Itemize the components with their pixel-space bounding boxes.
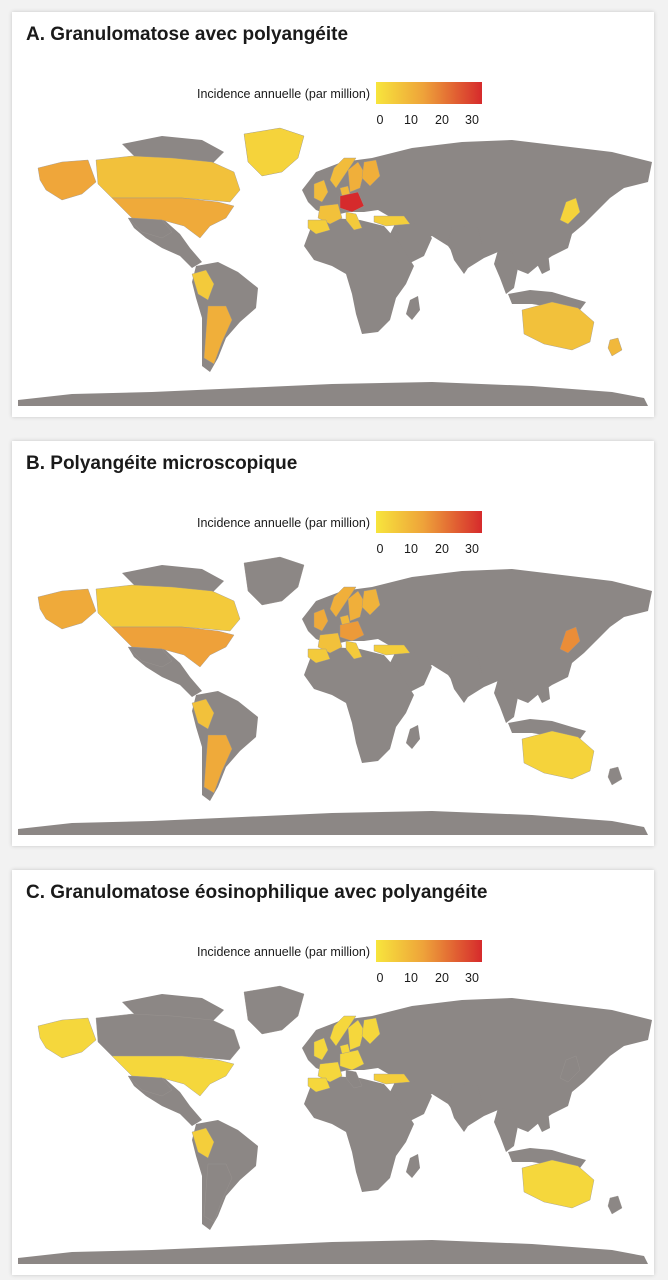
region-turkey xyxy=(374,216,410,226)
legend-tick: 10 xyxy=(404,542,418,556)
world-map xyxy=(12,12,654,417)
legend-tick: 20 xyxy=(435,971,449,985)
region-alaska xyxy=(38,589,96,629)
panel-c xyxy=(12,870,654,1275)
region-greenland xyxy=(244,986,304,1034)
panel-title: B. Polyangéite microscopique xyxy=(26,453,298,474)
legend-label: Incidence annuelle (par million) xyxy=(197,945,371,959)
legend-tick: 10 xyxy=(404,971,418,985)
legend-tick: 30 xyxy=(465,113,479,127)
panel-title: C. Granulomatose éosinophilique avec polyangéite xyxy=(26,882,488,903)
legend-tick: 10 xyxy=(404,113,418,127)
region-australia xyxy=(522,302,594,350)
legend-tick: 20 xyxy=(435,542,449,556)
region-alaska xyxy=(38,160,96,200)
panel-a xyxy=(12,12,654,417)
world-map xyxy=(12,870,654,1275)
legend-tick: 30 xyxy=(465,971,479,985)
legend-tick: 30 xyxy=(465,542,479,556)
region-australia xyxy=(522,731,594,779)
panel-title: A. Granulomatose avec polyangéite xyxy=(26,24,349,45)
region-canada xyxy=(96,585,240,631)
region-greenland xyxy=(244,128,304,176)
region-alaska xyxy=(38,1018,96,1058)
world-map xyxy=(12,441,654,846)
region-canada xyxy=(96,156,240,202)
region-australia xyxy=(522,1160,594,1208)
legend-tick: 0 xyxy=(376,542,384,556)
region-canada xyxy=(96,1014,240,1060)
legend-tick: 0 xyxy=(376,113,384,127)
region-new-zealand xyxy=(608,767,622,785)
legend-label: Incidence annuelle (par million) xyxy=(197,87,371,101)
region-new-zealand xyxy=(608,338,622,356)
region-greenland xyxy=(244,557,304,605)
region-new-zealand xyxy=(608,1196,622,1214)
panel-b xyxy=(12,441,654,846)
legend-tick: 0 xyxy=(376,971,384,985)
region-turkey xyxy=(374,1074,410,1084)
legend-label: Incidence annuelle (par million) xyxy=(197,516,371,530)
region-turkey xyxy=(374,645,410,655)
legend-tick: 20 xyxy=(435,113,449,127)
